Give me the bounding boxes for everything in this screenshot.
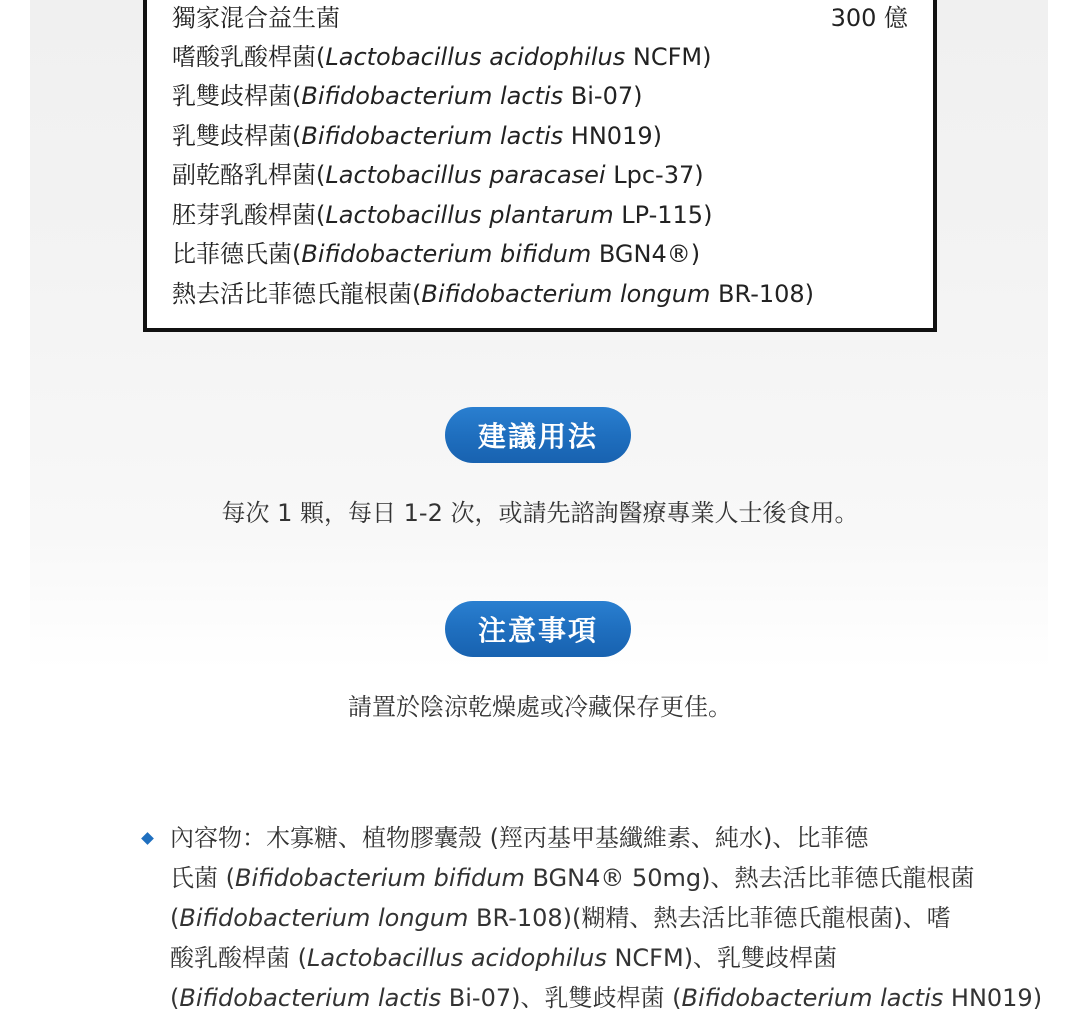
ingredient-strain: BGN4® xyxy=(598,240,691,268)
ingredient-zh-name: 胚芽乳酸桿菌 xyxy=(172,201,316,229)
ingredient-row: 副乾酪乳桿菌(Lactobacillus paracasei Lpc-37) xyxy=(172,161,704,189)
ingredient-zh-name: 熱去活比菲德氏龍根菌 xyxy=(172,280,412,308)
contents-line: 氏菌 (Bifidobacterium bifidum BGN4® 50mg)、熱去活比菲德氏龍根菌 xyxy=(170,864,975,892)
contents-line: (Bifidobacterium longum BR-108)(糊精、熱去活比菲德氏龍根菌)、嗜 xyxy=(170,904,951,932)
ingredient-sci-name: Bifidobacterium lactis xyxy=(301,122,564,150)
ingredient-strain: Bi-07 xyxy=(570,82,634,110)
ingredient-sci-name: Bifidobacterium bifidum xyxy=(301,240,592,268)
usage-text: 每次 1 顆，每日 1-2 次，或請先諮詢醫療專業人士後食用。 xyxy=(221,499,859,527)
usage-section-title: 建議用法 xyxy=(445,407,631,463)
ingredient-sci-name: Lactobacillus acidophilus xyxy=(325,43,626,71)
ingredient-strain: HN019 xyxy=(570,122,653,150)
contents-line: 內容物：木寡糖、植物膠囊殼 (羥丙基甲基纖維素、純水)、比菲德 xyxy=(170,824,869,852)
ingredient-strain: Lpc-37 xyxy=(613,161,695,189)
ingredient-strain: BR-108 xyxy=(718,280,805,308)
ingredient-strain: LP-115 xyxy=(621,201,704,229)
caution-text: 請置於陰涼乾燥處或冷藏保存更佳。 xyxy=(348,693,732,721)
ingredient-strain: NCFM xyxy=(632,43,703,71)
contents-line: 酸乳酸桿菌 (Lactobacillus acidophilus NCFM)、乳雙歧桿菌 xyxy=(170,944,838,972)
ingredient-row: 乳雙歧桿菌(Bifidobacterium lactis Bi-07) xyxy=(172,82,643,110)
ingredient-row: 乳雙歧桿菌(Bifidobacterium lactis HN019) xyxy=(172,122,662,150)
ingredient-row: 熱去活比菲德氏龍根菌(Bifidobacterium longum BR-108) xyxy=(172,280,815,308)
ingredient-zh-name: 嗜酸乳酸桿菌 xyxy=(172,43,316,71)
ingredient-zh-name: 副乾酪乳桿菌 xyxy=(172,161,316,189)
ingredient-sci-name: Lactobacillus paracasei xyxy=(325,161,606,189)
ingredient-zh-name: 比菲德氏菌 xyxy=(172,240,292,268)
ingredient-row: 比菲德氏菌(Bifidobacterium bifidum BGN4®) xyxy=(172,240,701,268)
ingredients-table xyxy=(143,0,937,332)
diamond-bullet-icon xyxy=(141,832,154,845)
ingredient-sci-name: Bifidobacterium lactis xyxy=(301,82,564,110)
contents-line: (Bifidobacterium lactis Bi-07)、乳雙歧桿菌 (Bifidobacterium lactis HN019) xyxy=(170,984,1043,1012)
ingredient-blend-row xyxy=(172,0,908,38)
ingredient-zh-name: 乳雙歧桿菌 xyxy=(172,122,292,150)
ingredient-sci-name: Lactobacillus plantarum xyxy=(325,201,614,229)
ingredient-blend-amount: 300 億 xyxy=(830,4,908,32)
ingredient-row: 嗜酸乳酸桿菌(Lactobacillus acidophilus NCFM) xyxy=(172,43,712,71)
ingredient-row: 胚芽乳酸桿菌(Lactobacillus plantarum LP-115) xyxy=(172,201,713,229)
ingredient-sci-name: Bifidobacterium longum xyxy=(421,280,711,308)
ingredient-blend-name: 獨家混合益生菌 xyxy=(172,4,340,32)
ingredient-zh-name: 乳雙歧桿菌 xyxy=(172,82,292,110)
caution-section-title: 注意事項 xyxy=(445,601,631,657)
